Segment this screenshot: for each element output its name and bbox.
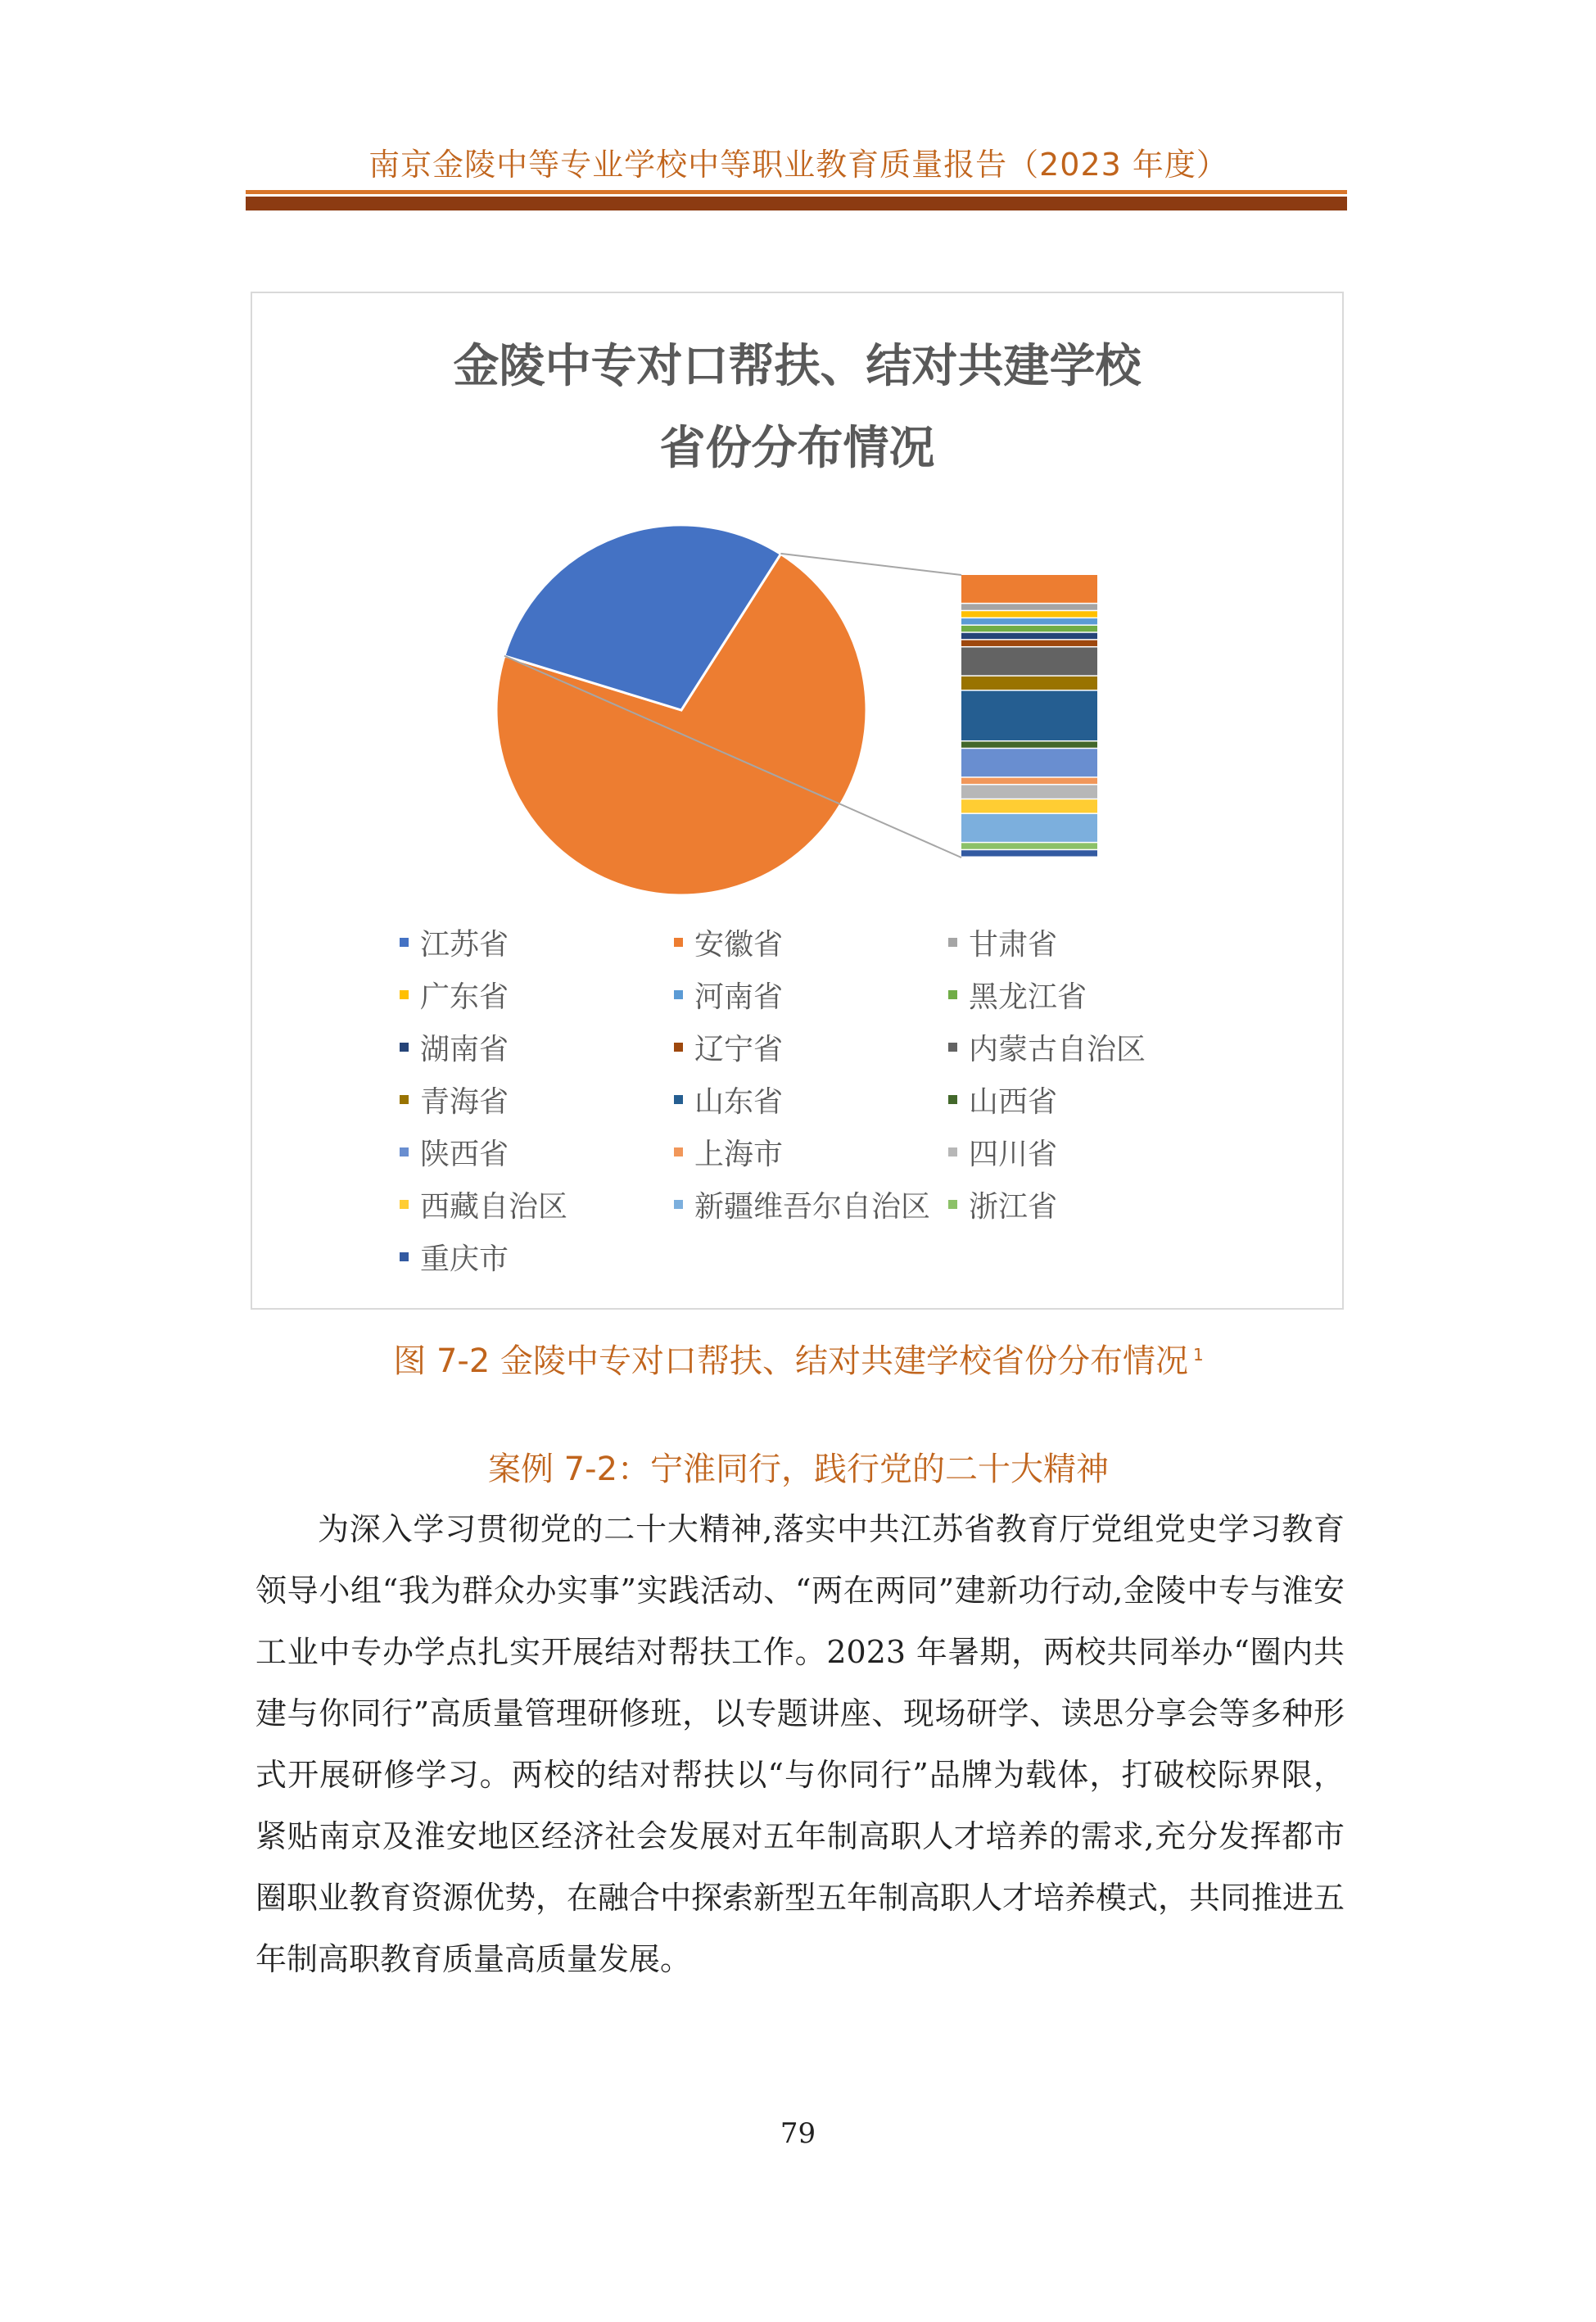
page-number: 79	[780, 2117, 816, 2150]
bar-segment	[961, 618, 1097, 624]
legend-swatch	[948, 1200, 957, 1209]
legend-label: 新疆维吾尔自治区	[694, 1189, 931, 1224]
legend-swatch	[674, 1200, 683, 1209]
figure-caption-text: 图 7-2 金陵中专对口帮扶、结对共建学校省份分布情况	[393, 1342, 1189, 1380]
legend-item	[400, 1230, 674, 1283]
legend-label: 河南省	[694, 980, 784, 1014]
legend-item	[400, 916, 674, 968]
legend-swatch	[948, 938, 957, 947]
header-rule	[246, 190, 1347, 194]
legend-label: 山西省	[969, 1084, 1058, 1119]
legend-label: 湖南省	[420, 1032, 509, 1066]
legend-label: 辽宁省	[694, 1032, 784, 1066]
case-body-paragraph: 为深入学习贯彻党的二十大精神,落实中共江苏省教育厅党组党史学习教育领导小组“我为群众办实事”实践活动、“两在两同”建新功行动,金陵中专与淮安工业中专办学点扎实开展结对帮扶工作。2023 年暑期，两校共同举办“圈内共建与你同行”高质量管理研修班，以专题讲座、现场研学、读思分享会等多种形式开展研修学习。两校的结对帮扶以“与你同行”品牌为载体，打破校际界限，紧贴南京及淮安地区经济社会发展对五年制高职人才培养的需求,充分发挥都市圈职业教育资源优势，在融合中探索新型五年制高职人才培养模式，共同推进五年制高职教育质量高质量发展。	[255, 1511, 1345, 1977]
legend-label: 西藏自治区	[420, 1189, 568, 1224]
bar-segment	[961, 626, 1097, 631]
legend-swatch	[400, 1147, 409, 1156]
legend-item	[948, 1125, 1223, 1178]
connector-line-top	[780, 554, 961, 575]
legend-label: 内蒙古自治区	[969, 1032, 1146, 1066]
legend-swatch	[400, 990, 409, 999]
legend-item	[400, 1021, 674, 1073]
figure-caption	[246, 1335, 1351, 1382]
bar-segment	[961, 749, 1097, 776]
legend-swatch	[948, 990, 957, 999]
bar-segment	[961, 799, 1097, 812]
legend-swatch	[400, 938, 409, 947]
legend-swatch	[948, 1043, 957, 1052]
bar-segment	[961, 741, 1097, 747]
chart-title-line1: 金陵中专对口帮扶、结对共建学校	[453, 340, 1142, 393]
legend-item	[400, 1073, 674, 1125]
legend-swatch	[948, 1147, 957, 1156]
legend-swatch	[400, 1252, 409, 1261]
legend-label: 安徽省	[694, 927, 784, 962]
header-rule-thick	[246, 197, 1347, 210]
legend-label: 山东省	[694, 1084, 784, 1119]
legend-swatch	[400, 1200, 409, 1209]
bar-segment	[961, 604, 1097, 609]
legend-label: 青海省	[420, 1084, 509, 1119]
bar-segment	[961, 640, 1097, 646]
legend-label: 上海市	[694, 1137, 784, 1171]
legend-label: 甘肃省	[969, 927, 1058, 962]
case-title: 案例 7-2：宁淮同行，践行党的二十大精神	[487, 1451, 1110, 1488]
legend-swatch	[400, 1043, 409, 1052]
legend-swatch	[948, 1095, 957, 1104]
legend-item	[674, 1073, 948, 1125]
legend-item	[948, 916, 1223, 968]
legend-swatch	[674, 990, 683, 999]
footnote-marker: 1	[1193, 1344, 1204, 1365]
bar-segment	[961, 647, 1097, 675]
legend-label: 黑龙江省	[969, 980, 1087, 1014]
legend-label: 重庆市	[420, 1242, 509, 1276]
legend-item	[948, 1073, 1223, 1125]
bar-segment	[961, 778, 1097, 784]
legend-label: 陕西省	[420, 1137, 509, 1171]
chart-title-line2: 省份分布情况	[659, 422, 935, 475]
legend-label: 浙江省	[969, 1189, 1058, 1224]
legend-item	[948, 1021, 1223, 1073]
bar-segment	[961, 850, 1097, 856]
header-title: 南京金陵中等专业学校中等职业教育质量报告（2023 年度）	[368, 147, 1228, 183]
legend-item	[674, 968, 948, 1021]
chart-legend	[400, 916, 1300, 1283]
bar-segment	[961, 814, 1097, 842]
legend-label: 江苏省	[420, 927, 509, 962]
bar-segment	[961, 691, 1097, 740]
legend-swatch	[674, 1043, 683, 1052]
legend-item	[400, 1178, 674, 1230]
legend-item	[948, 1178, 1223, 1230]
legend-swatch	[674, 938, 683, 947]
legend-item	[674, 916, 948, 968]
legend-item	[400, 1125, 674, 1178]
legend-swatch	[674, 1095, 683, 1104]
bar-segment	[961, 677, 1097, 690]
chart-frame	[251, 292, 1344, 1310]
legend-label: 广东省	[420, 980, 509, 1014]
bar-segment	[961, 575, 1097, 603]
legend-swatch	[400, 1095, 409, 1104]
bar-segment	[961, 633, 1097, 639]
legend-item	[948, 968, 1223, 1021]
legend-item	[674, 1125, 948, 1178]
bar-segment	[961, 785, 1097, 799]
legend-item	[400, 968, 674, 1021]
bar-segment	[961, 611, 1097, 617]
legend-item	[674, 1021, 948, 1073]
legend-label: 四川省	[969, 1137, 1058, 1171]
legend-swatch	[674, 1147, 683, 1156]
legend-item	[674, 1178, 948, 1230]
bar-segment	[961, 843, 1097, 849]
